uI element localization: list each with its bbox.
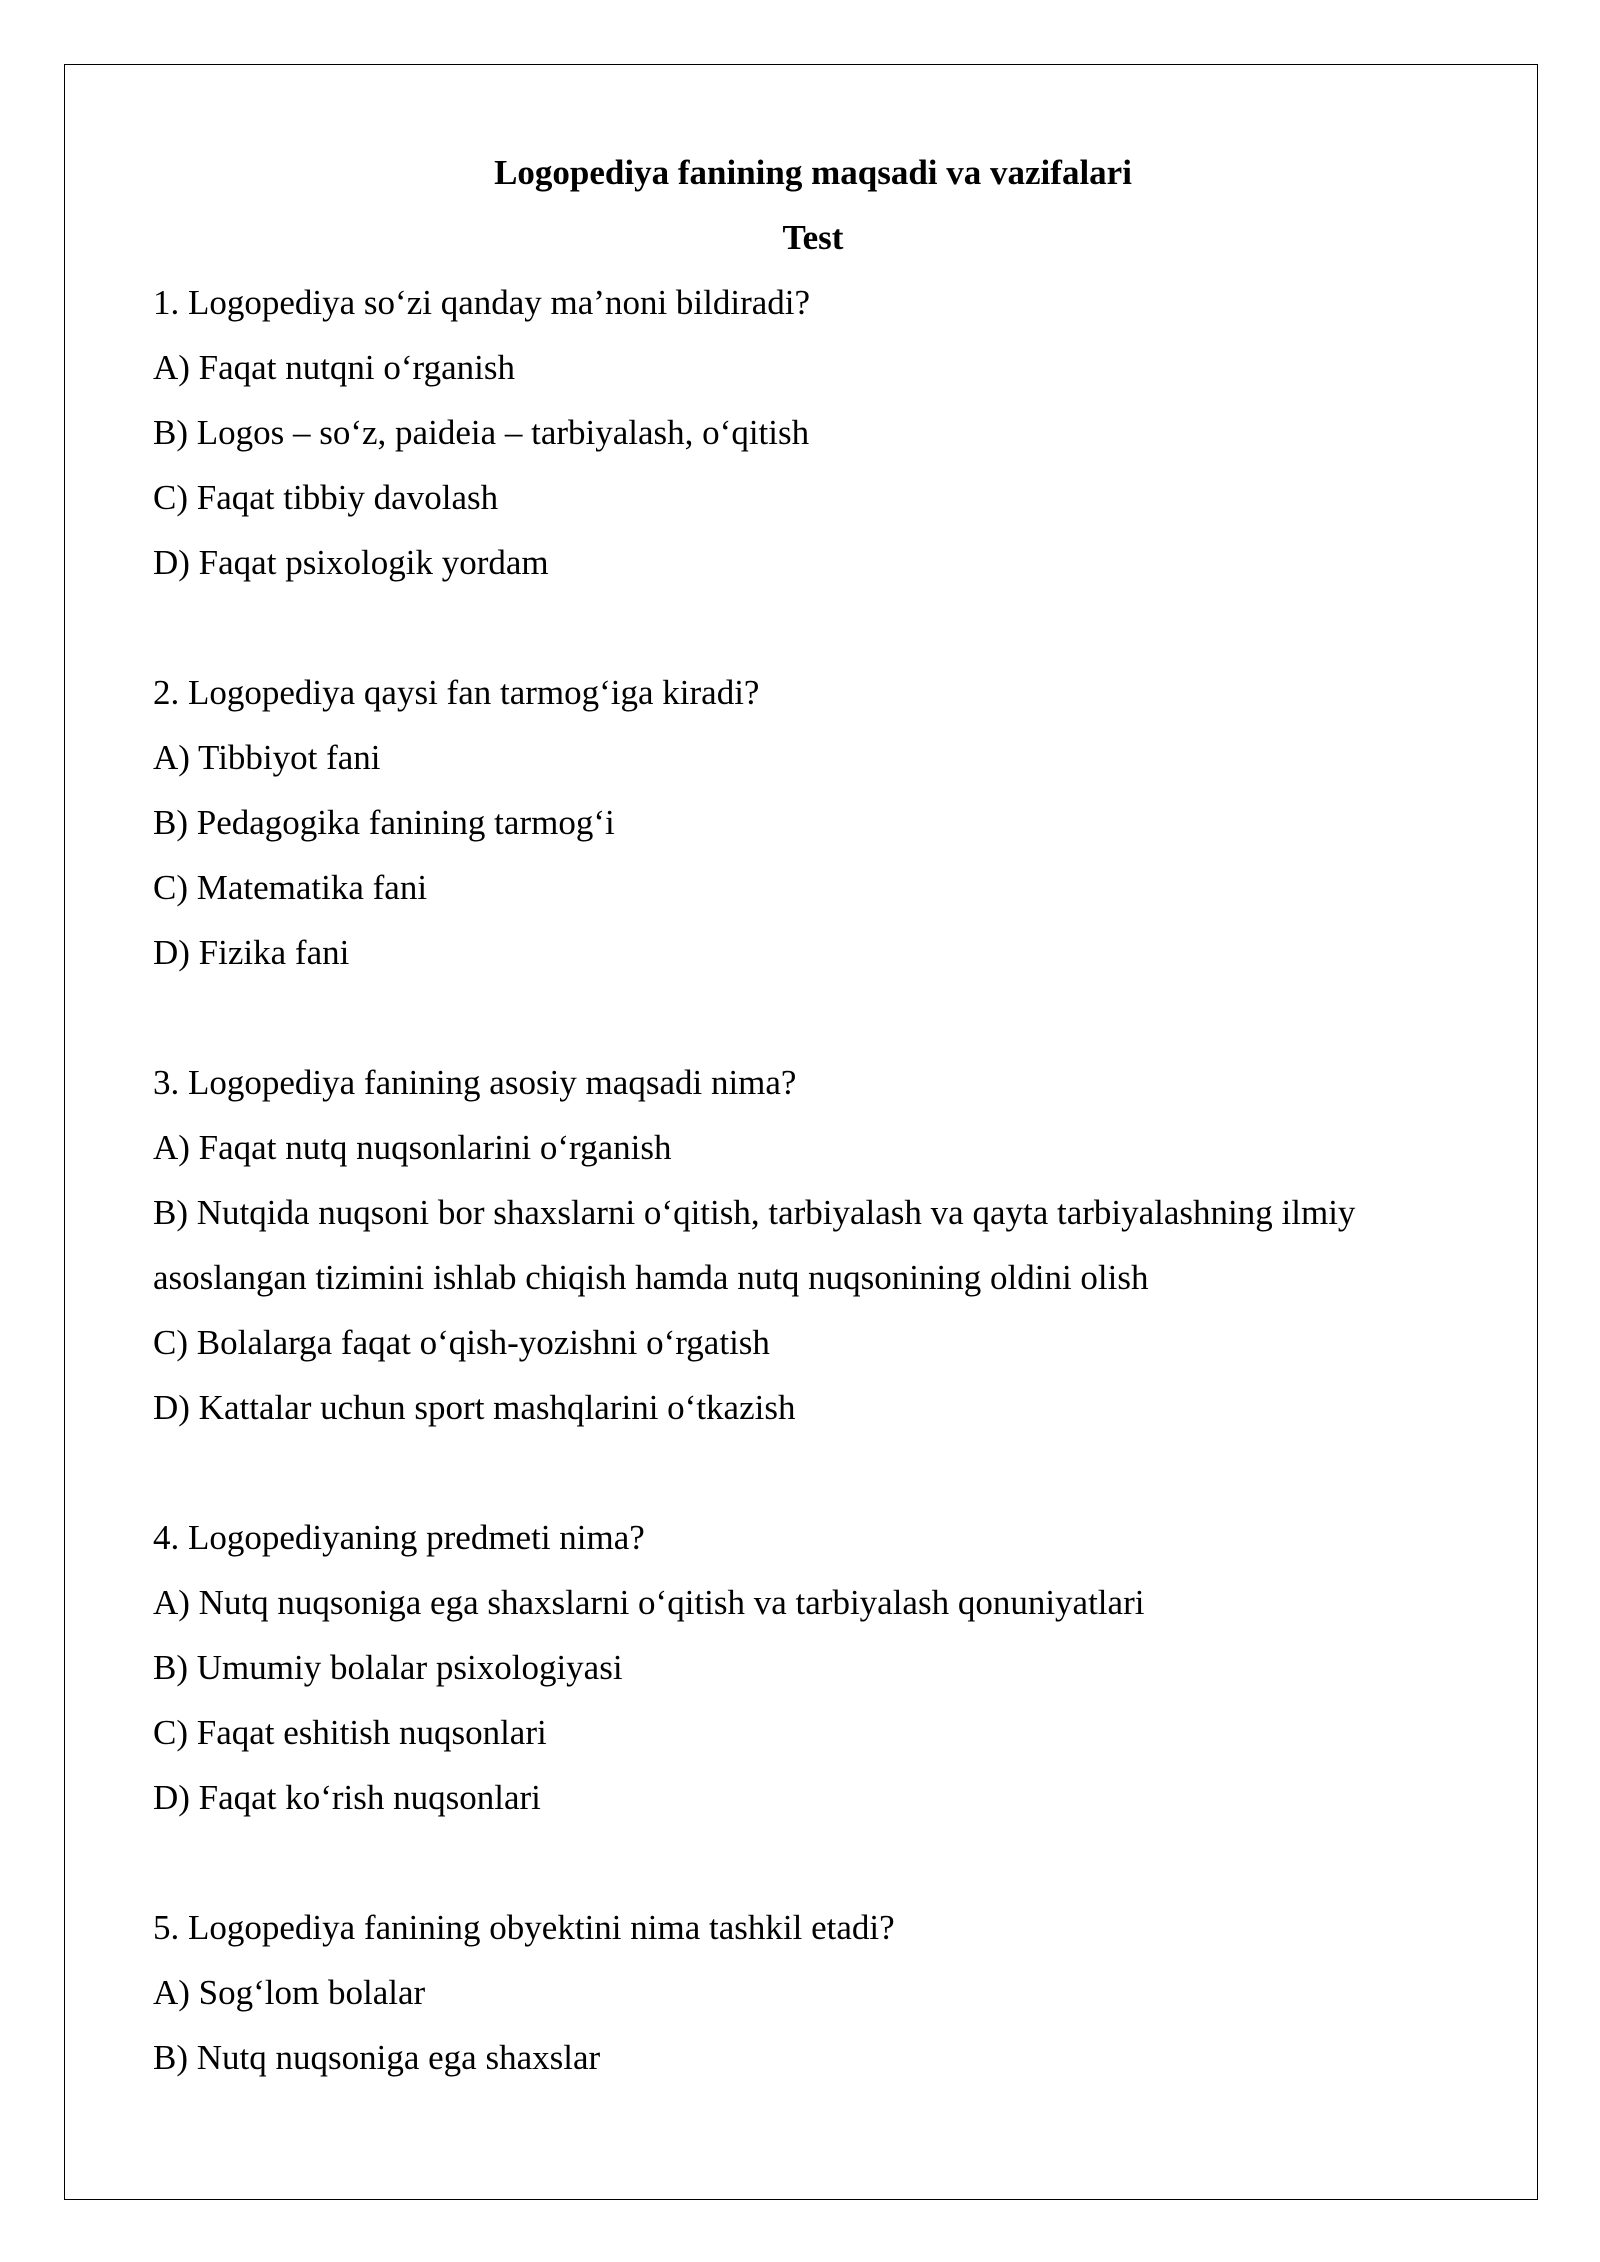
question-block — [153, 660, 1483, 985]
answer-option: A) Faqat nutqni o‘rganish — [153, 348, 515, 387]
answer-option: D) Faqat psixologik yordam — [153, 543, 549, 582]
answer-option: B) Pedagogika fanining tarmog‘i — [153, 803, 615, 842]
answer-option: B) Umumiy bolalar psixologiyasi — [153, 1648, 623, 1687]
blank-line — [153, 985, 1483, 1050]
blank-line — [153, 1830, 1483, 1895]
answer-option: A) Sog‘lom bolalar — [153, 1973, 426, 2012]
document-content — [153, 140, 1483, 2090]
question-text: 1. Logopediya so‘zi qanday ma’noni bildiradi? — [153, 283, 811, 322]
answer-option: C) Faqat tibbiy davolash — [153, 478, 499, 517]
answer-option: D) Fizika fani — [153, 933, 350, 972]
answer-option: A) Nutq nuqsoniga ega shaxslarni o‘qitish va tarbiyalash qonuniyatlari — [153, 1583, 1145, 1622]
answer-option: C) Bolalarga faqat o‘qish-yozishni o‘rgatish — [153, 1323, 770, 1362]
answer-option: A) Faqat nutq nuqsonlarini o‘rganish — [153, 1128, 672, 1167]
document-title: Logopediya fanining maqsadi va vazifalari — [494, 153, 1132, 192]
question-text: 5. Logopediya fanining obyektini nima tashkil etadi? — [153, 1908, 895, 1947]
blank-line — [153, 595, 1483, 660]
answer-option: D) Kattalar uchun sport mashqlarini o‘tkazish — [153, 1388, 796, 1427]
answer-option: B) Logos – so‘z, paideia – tarbiyalash, o‘qitish — [153, 413, 810, 452]
question-block — [153, 270, 1483, 595]
answer-option: C) Faqat eshitish nuqsonlari — [153, 1713, 547, 1752]
answer-option: A) Tibbiyot fani — [153, 738, 381, 777]
question-text: 2. Logopediya qaysi fan tarmog‘iga kiradi? — [153, 673, 760, 712]
answer-option: C) Matematika fani — [153, 868, 428, 907]
question-text: 3. Logopediya fanining asosiy maqsadi nima? — [153, 1063, 797, 1102]
answer-option: B) Nutqida nuqsoni bor shaxslarni o‘qitish, tarbiyalash va qayta tarbiyalashning ilmiy asoslangan tizimini ishlab chiqish hamda nutq nuqsonining oldini olish — [153, 1193, 1356, 1297]
question-block — [153, 1895, 1483, 2090]
answer-option: D) Faqat ko‘rish nuqsonlari — [153, 1778, 541, 1817]
document-subtitle: Test — [782, 218, 844, 257]
question-text: 4. Logopediyaning predmeti nima? — [153, 1518, 645, 1557]
blank-line — [153, 1440, 1483, 1505]
question-block — [153, 1505, 1483, 1830]
question-block — [153, 1050, 1483, 1440]
answer-option: B) Nutq nuqsoniga ega shaxslar — [153, 2038, 601, 2077]
